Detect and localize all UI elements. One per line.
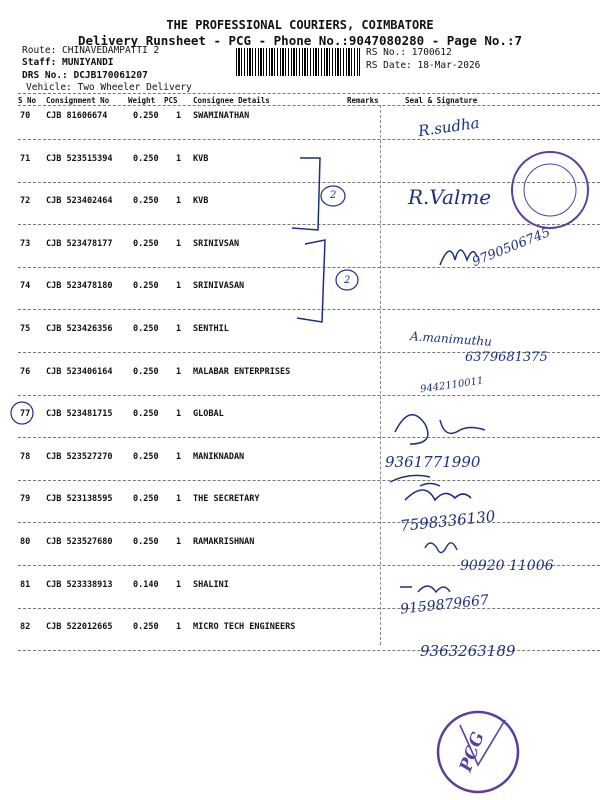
row-weight: 0.140: [133, 579, 159, 590]
rs-number: RS No.: 1700612: [366, 47, 452, 58]
row-consignee: SENTHIL: [193, 324, 229, 334]
col-remarks: Remarks: [347, 96, 379, 105]
remarks-bracket-71: [292, 158, 320, 230]
row-pcs: 1: [176, 238, 182, 249]
row-consignment: CJB 523527270: [46, 451, 113, 462]
row-consignee: MALABAR ENTERPRISES: [193, 366, 291, 377]
row-weight: 0.250: [133, 111, 159, 121]
phone-76: 9442110011: [419, 375, 485, 396]
row-sno: 82: [20, 622, 31, 633]
phone-81: 9159879667: [399, 592, 490, 618]
row-pcs: 1: [176, 324, 182, 334]
remarks-bracket-73: [297, 240, 325, 322]
row-consignee: THE SECRETARY: [193, 494, 260, 505]
row-consignee: KVB: [193, 153, 209, 164]
row-pcs: 1: [176, 409, 182, 420]
signature-79-scribble: [405, 490, 471, 500]
remark-mark-71: 2: [330, 190, 337, 201]
row-weight: 0.250: [133, 281, 159, 292]
row-pcs: 1: [176, 494, 182, 505]
phone-80: 90920 11006: [460, 558, 554, 574]
row-consignee: KVB: [193, 196, 209, 207]
row-sno: 73: [20, 238, 31, 249]
row-consignment: CJB 522012665: [46, 622, 113, 633]
remarks-circle-73: [336, 270, 358, 290]
row-sno: 77: [20, 409, 31, 420]
row-sno: 79: [20, 494, 31, 505]
remark-mark: 2: [344, 275, 351, 286]
row-weight: 0.250: [133, 494, 159, 505]
row-consignment: CJB 81606674: [46, 111, 108, 121]
row-weight: 0.250: [133, 196, 159, 207]
phone-82: 9363263189: [420, 642, 516, 660]
signature-80-scribble: [425, 543, 457, 553]
company-title: THE PROFESSIONAL COURIERS, COIMBATORE: [166, 18, 434, 32]
vehicle-label: Vehicle: Two Wheeler Delivery: [26, 82, 192, 93]
phone-75: 6379681375: [465, 350, 548, 365]
row-consignee: GLOBAL: [193, 409, 224, 420]
office-seal-inner: [524, 164, 576, 216]
row-consignee: MICRO TECH ENGINEERS: [193, 622, 296, 633]
row-weight: 0.250: [133, 622, 159, 633]
row-sno: 70: [20, 111, 31, 121]
row-sno: 74: [20, 281, 31, 292]
row-consignee: SRINIVSAN: [193, 238, 240, 249]
row-consignment: CJB 523481715: [46, 409, 113, 420]
row-sno: 72: [20, 196, 31, 207]
row-consignment: CJB 523406164: [46, 366, 113, 377]
row-consignment: CJB 523402464: [46, 196, 113, 207]
col-seal: Seal & Signature: [405, 96, 478, 105]
row-sno: 76: [20, 366, 31, 377]
row-pcs: 1: [176, 537, 182, 547]
phone-73: 9790506745: [470, 225, 553, 270]
row-consignment: CJB 523338913: [46, 579, 113, 590]
route-label: Route: CHINAVEDAMPATTI 2: [22, 45, 160, 56]
row-pcs: 1: [176, 111, 182, 121]
col-consignee: Consignee Details: [193, 96, 270, 105]
row-sno: 80: [20, 537, 31, 547]
row-consignment: CJB 523426356: [46, 324, 113, 334]
row-weight: 0.250: [133, 409, 159, 420]
row-consignee: RAMAKRISHNAN: [193, 537, 255, 547]
row-consignee: MANIKNADAN: [193, 451, 245, 462]
row-consignment: CJB 523478180: [46, 281, 113, 292]
row-pcs: 1: [176, 366, 182, 377]
row-consignment: CJB 523138595: [46, 494, 113, 505]
row-sno: 81: [20, 579, 31, 590]
row-consignee: SHALINI: [193, 579, 229, 590]
phone-78: 9361771990: [385, 453, 481, 471]
row-pcs: 1: [176, 579, 182, 590]
staff-label: Staff: MUNIYANDI: [22, 57, 114, 68]
row-weight: 0.250: [133, 537, 159, 547]
signature-77-scribble: [395, 415, 485, 444]
runsheet-subtitle: Delivery Runsheet - PCG - Phone No.:9047080280 - Page No.:7: [77, 33, 522, 48]
remarks-circle-71: [321, 186, 345, 206]
row-pcs: 1: [176, 153, 182, 164]
col-sno: S No: [18, 96, 37, 105]
row-weight: 0.250: [133, 238, 159, 249]
row-pcs: 1: [176, 622, 182, 633]
signature-78-scribble: [390, 475, 440, 486]
drs-label: DRS No.: DCJB170061207: [22, 70, 148, 81]
row-weight: 0.250: [133, 366, 159, 377]
row-weight: 0.250: [133, 153, 159, 164]
signature-72: R.Valme: [408, 185, 492, 209]
row-sno: 75: [20, 324, 31, 334]
signature-73-scribble: [440, 250, 477, 265]
row-pcs: 1: [176, 196, 182, 207]
row-consignment: CJB 523515394: [46, 153, 113, 164]
col-pcs: PCS: [164, 96, 178, 105]
row-consignment: CJB 523478177: [46, 238, 113, 249]
row-weight: 0.250: [133, 451, 159, 462]
row-pcs: 1: [176, 281, 182, 292]
row-pcs: 1: [176, 451, 182, 462]
col-weight: Weight: [128, 96, 156, 105]
phone-79: 7598336130: [399, 507, 497, 535]
signature-75-name: A.manimuthu: [409, 329, 493, 349]
rs-date: RS Date: 18-Mar-2026: [366, 60, 481, 71]
signature-81-scribble: [400, 586, 450, 592]
row-77-circle: [11, 402, 33, 424]
office-seal: [512, 152, 588, 228]
row-consignee: SWAMINATHAN: [193, 111, 250, 121]
row-sno: 71: [20, 153, 31, 164]
signature-70: R.sudha: [417, 113, 481, 141]
row-consignment: CJB 523527680: [46, 537, 113, 547]
col-consignment: Consignment No: [46, 96, 110, 105]
row-consignee: SRINIVASAN: [193, 281, 245, 292]
pcg-stamp-text: PCG: [456, 729, 489, 775]
row-weight: 0.250: [133, 324, 159, 334]
row-sno: 78: [20, 451, 31, 462]
